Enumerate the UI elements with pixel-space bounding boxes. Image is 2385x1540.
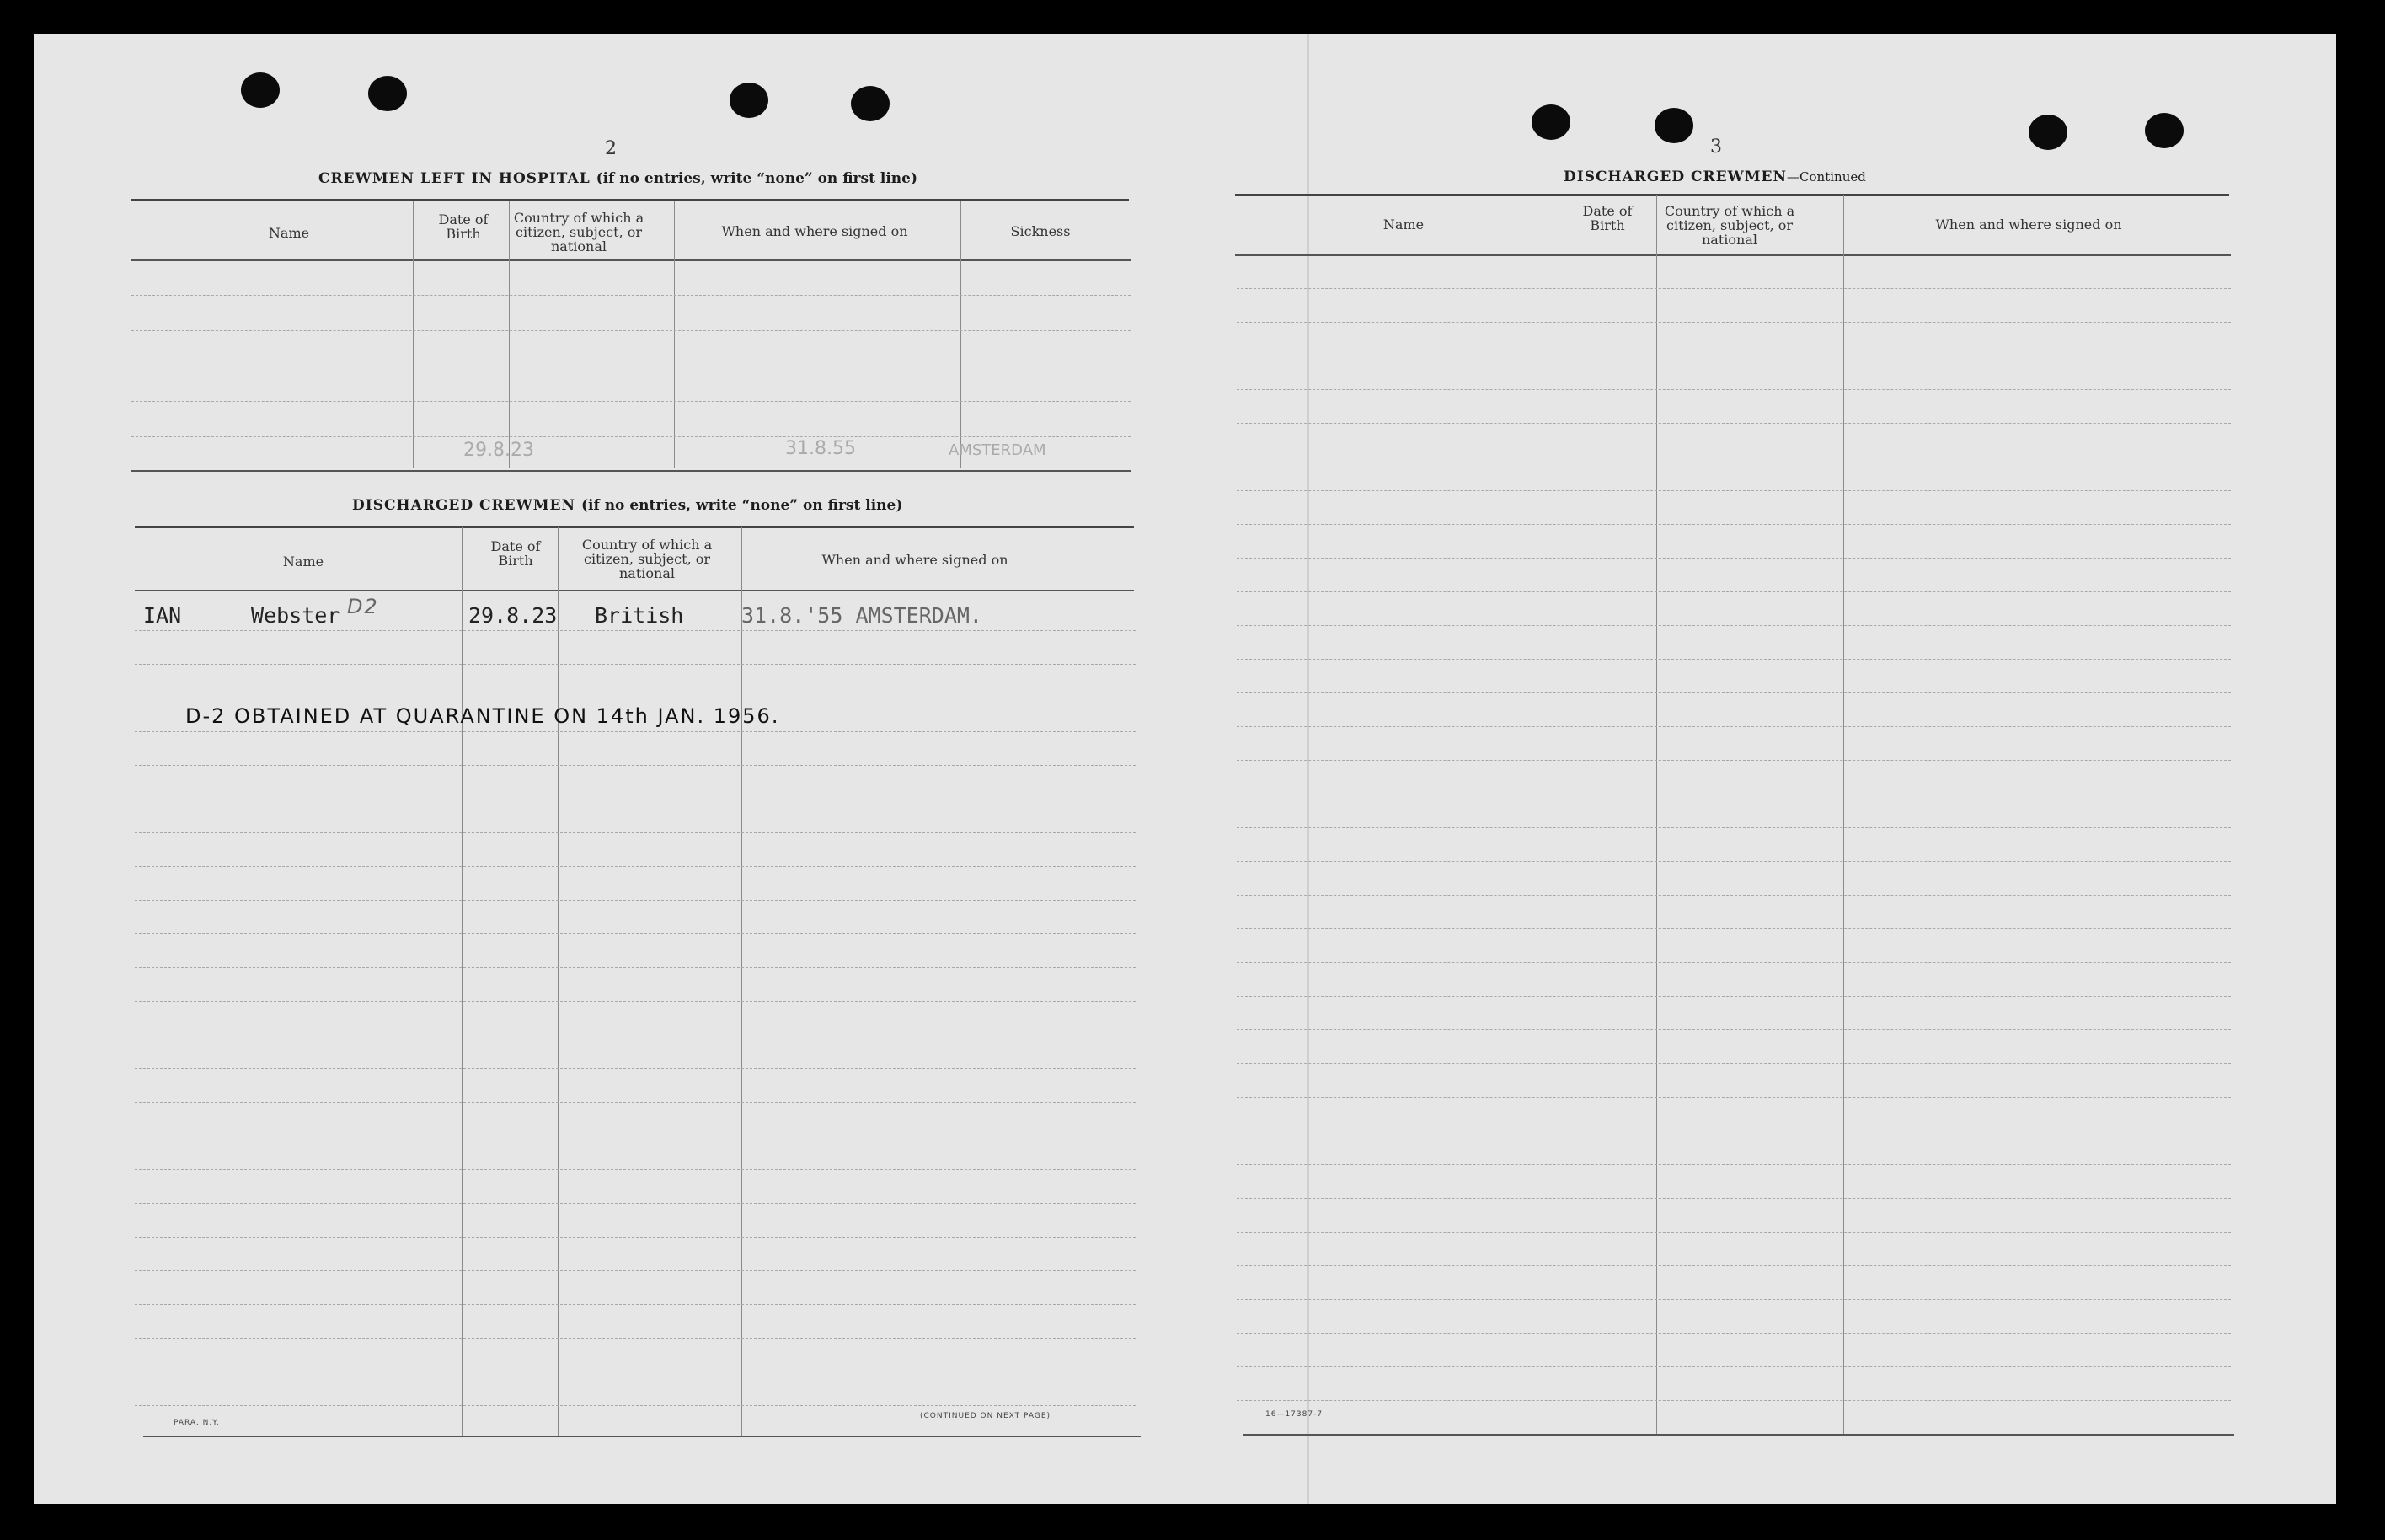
ruled-line <box>1237 1232 2231 1233</box>
hospital-title-text: CREWMEN LEFT IN HOSPITAL <box>318 170 591 187</box>
right-col-dob: Date of Birth <box>1582 203 1633 233</box>
hospital-col-divider <box>509 201 510 468</box>
ruled-line <box>135 832 1136 833</box>
hospital-col-sickness: Sickness <box>1010 223 1071 239</box>
ruled-line <box>135 866 1136 867</box>
ruled-line <box>1237 692 2231 693</box>
ruled-line <box>1237 760 2231 761</box>
punch-hole <box>1532 104 1570 140</box>
punch-hole <box>2029 115 2067 150</box>
hospital-table-bottom-rule <box>131 470 1131 472</box>
punch-hole <box>241 72 280 108</box>
printer-mark: PARA. N.Y. <box>174 1419 220 1427</box>
ruled-line <box>1237 827 2231 828</box>
continued-note: (CONTINUED ON NEXT PAGE) <box>920 1412 1051 1420</box>
hospital-title-note: (if no entries, write “none” on first line) <box>596 170 917 187</box>
ruled-line <box>135 933 1136 934</box>
ruled-line <box>1237 928 2231 929</box>
ruled-line <box>135 664 1136 665</box>
discharged-title-text: DISCHARGED CREWMEN <box>352 497 576 514</box>
ruled-line <box>1237 322 2231 323</box>
ruled-line <box>135 1237 1136 1238</box>
continued-suffix: —Continued <box>1787 169 1866 184</box>
ruled-line <box>1237 659 2231 660</box>
discharged-title-note: (if no entries, write “none” on first line) <box>580 497 903 514</box>
punch-hole <box>730 83 768 118</box>
ruled-line <box>135 731 1136 732</box>
discharged-col-name: Name <box>282 553 324 569</box>
hospital-table-top-rule <box>131 199 1129 201</box>
ruled-line <box>1237 558 2231 559</box>
ruled-line <box>1237 861 2231 862</box>
hospital-col-divider <box>674 201 675 468</box>
discharged-col-country: Country of which a citizen, subject, or national <box>581 537 713 581</box>
punch-hole <box>851 86 890 121</box>
discharged-continued-text: DISCHARGED CREWMEN <box>1564 168 1788 185</box>
ruled-line <box>135 1270 1136 1271</box>
crew-given-name: IAN <box>143 603 182 628</box>
ruled-line <box>1237 1198 2231 1199</box>
right-table-bottom-rule <box>1243 1434 2234 1436</box>
quarantine-remark: D-2 OBTAINED AT QUARANTINE ON 14th JAN. 1956. <box>185 704 780 728</box>
ruled-line <box>135 1001 1136 1002</box>
ruled-line <box>1237 962 2231 963</box>
punch-hole <box>368 76 407 111</box>
punch-hole <box>2145 113 2184 148</box>
hospital-faint-date: 31.8.55 <box>785 438 856 459</box>
ruled-line <box>135 630 1136 631</box>
right-col-divider <box>1843 195 1844 1434</box>
hospital-faint-place: AMSTERDAM <box>949 441 1046 459</box>
ruled-line <box>135 1068 1136 1069</box>
ruled-line <box>1237 591 2231 592</box>
right-col-divider <box>1656 195 1657 1434</box>
right-table-top-rule <box>1235 194 2229 196</box>
discharged-col-dob: Date of Birth <box>490 538 541 569</box>
page-number-right: 3 <box>1710 136 1722 158</box>
hospital-col-signed-on: When and where signed on <box>721 223 908 239</box>
hospital-faint-dob: 29.8.23 <box>463 440 534 461</box>
ruled-line <box>135 967 1136 968</box>
ruled-line <box>135 1304 1136 1305</box>
crew-surname: Webster <box>251 603 340 628</box>
hospital-col-country: Country of which a citizen, subject, or national <box>513 210 644 254</box>
ruled-line <box>1237 288 2231 289</box>
discharged-continued-title <box>1564 168 1866 185</box>
ruled-line <box>1237 490 2231 491</box>
form-number: 16—17387-7 <box>1265 1410 1324 1419</box>
hospital-row-line <box>131 401 1131 402</box>
document-sheet <box>34 34 2336 1504</box>
ruled-line <box>135 1338 1136 1339</box>
ruled-line <box>135 1203 1136 1204</box>
ruled-line <box>135 765 1136 766</box>
ruled-line <box>1237 1299 2231 1300</box>
hospital-row-line <box>131 330 1131 331</box>
discharged-col-signed-on: When and where signed on <box>821 552 1008 568</box>
page-number-left: 2 <box>605 138 617 159</box>
discharged-table-top-rule <box>135 526 1134 528</box>
right-col-country: Country of which a citizen, subject, or national <box>1664 203 1795 248</box>
hospital-row-line <box>131 295 1131 296</box>
crew-signed-on: 31.8.'55 AMSTERDAM. <box>741 603 982 628</box>
hospital-col-divider <box>413 201 414 468</box>
ruled-line <box>135 1405 1136 1406</box>
ruled-line <box>1237 423 2231 424</box>
ruled-line <box>1237 895 2231 896</box>
ruled-line <box>1237 1063 2231 1064</box>
ruled-line <box>1237 1097 2231 1098</box>
ruled-line <box>1237 1164 2231 1165</box>
ruled-line <box>135 900 1136 901</box>
ruled-line <box>135 1102 1136 1103</box>
ruled-line <box>1237 1029 2231 1030</box>
ruled-line <box>135 1169 1136 1170</box>
ruled-line <box>1237 524 2231 525</box>
ruled-line <box>1237 1333 2231 1334</box>
ruled-line <box>1237 1366 2231 1367</box>
crew-dob: 29.8.23 <box>468 603 558 628</box>
hospital-col-name: Name <box>268 225 310 241</box>
hospital-header-rule <box>131 259 1131 261</box>
ruled-line <box>1237 625 2231 626</box>
hospital-col-divider <box>960 201 961 468</box>
discharged-header-rule <box>135 590 1134 591</box>
right-col-signed-on: When and where signed on <box>1935 217 2122 233</box>
right-header-rule <box>1235 254 2231 256</box>
ruled-line <box>1237 726 2231 727</box>
discharged-section-title <box>352 497 902 514</box>
ruled-line <box>1237 1265 2231 1266</box>
right-col-name: Name <box>1382 217 1425 233</box>
hospital-row-line <box>131 436 1131 437</box>
discharged-table-bottom-rule <box>143 1436 1141 1437</box>
hospital-col-dob: Date of Birth <box>438 211 489 242</box>
ruled-line <box>1237 1400 2231 1401</box>
ruled-line <box>1237 389 2231 390</box>
hospital-section-title <box>318 170 917 187</box>
ruled-line <box>1237 996 2231 997</box>
crew-country: British <box>595 603 684 628</box>
punch-hole <box>1655 108 1693 143</box>
crew-mark: D2 <box>347 595 379 618</box>
